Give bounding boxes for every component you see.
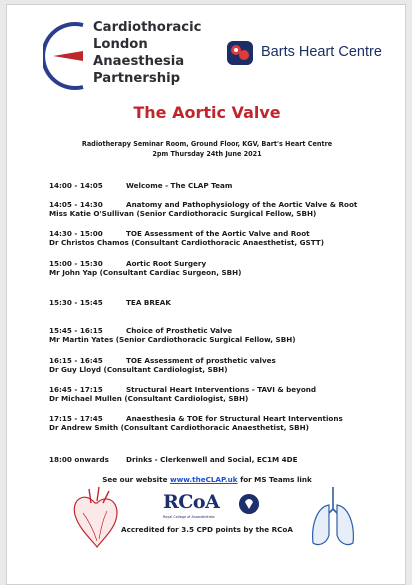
agenda-topic: TEA BREAK bbox=[126, 298, 171, 307]
agenda-topic: Choice of Prosthetic Valve bbox=[126, 326, 233, 335]
agenda-topic: Welcome - The CLAP Team bbox=[126, 181, 233, 190]
agenda-topic: Structural Heart Interventions - TAVI & beyond bbox=[126, 385, 317, 394]
website-prefix: See our website bbox=[102, 475, 170, 484]
agenda-time: 14:30 - 15:00 bbox=[49, 229, 103, 238]
agenda-topic: Anatomy and Pathophysiology of the Aortic Valve & Root bbox=[126, 200, 358, 209]
clap-line: London bbox=[93, 37, 148, 52]
agenda-topic: Aortic Root Surgery bbox=[126, 259, 207, 268]
page-title: The Aortic Valve bbox=[133, 103, 281, 122]
agenda-time: 14:00 - 14:05 bbox=[49, 181, 103, 190]
rcoa-wordmark: RCoA bbox=[163, 491, 220, 513]
agenda-speaker: Miss Katie O'Sullivan (Senior Cardiothoracic Surgical Fellow, SBH) bbox=[49, 209, 317, 218]
clap-wordmark bbox=[93, 19, 201, 87]
agenda-time: 16:15 - 16:45 bbox=[49, 356, 103, 365]
flyer-page bbox=[6, 4, 406, 585]
agenda-time: 14:05 - 14:30 bbox=[49, 200, 103, 209]
lungs-illustration-icon bbox=[305, 483, 361, 553]
clap-logo bbox=[43, 19, 213, 99]
heart-illustration-icon bbox=[67, 483, 123, 553]
clap-line: Anaesthesia bbox=[93, 54, 185, 69]
agenda-time: 15:00 - 15:30 bbox=[49, 259, 103, 268]
agenda-topic: TOE Assessment of the Aortic Valve and Root bbox=[126, 229, 310, 238]
agenda-topic: Drinks - Clerkenwell and Social, EC1M 4DE bbox=[126, 455, 298, 464]
clap-line: Partnership bbox=[93, 71, 181, 86]
barts-logo-icon bbox=[225, 39, 255, 67]
clap-line: Cardiothoracic bbox=[93, 20, 202, 35]
website-suffix: for MS Teams link bbox=[237, 475, 312, 484]
agenda-speaker: Dr Guy Lloyd (Consultant Cardiologist, SBH) bbox=[49, 365, 228, 374]
agenda-speaker: Dr Christos Chamos (Consultant Cardiothoracic Anaesthetist, GSTT) bbox=[49, 238, 324, 247]
accreditation-line: Accredited for 3.5 CPD points by the RCoA bbox=[121, 525, 293, 534]
agenda-speaker: Dr Michael Mullen (Consultant Cardiologist, SBH) bbox=[49, 394, 249, 403]
barts-logo bbox=[225, 39, 391, 67]
website-link[interactable]: www.theCLAP.uk bbox=[169, 475, 238, 484]
rcoa-logo bbox=[157, 491, 277, 527]
agenda-topic: TOE Assessment of prosthetic valves bbox=[126, 356, 276, 365]
agenda-time: 16:45 - 17:15 bbox=[49, 385, 103, 394]
agenda-time: 15:45 - 16:15 bbox=[49, 326, 103, 335]
date-line: 2pm Thursday 24th June 2021 bbox=[152, 149, 262, 158]
agenda-time: 18:00 onwards bbox=[49, 455, 109, 464]
agenda-time: 17:15 - 17:45 bbox=[49, 414, 103, 423]
agenda-speaker: Dr Andrew Smith (Consultant Cardiothoracic Anaesthetist, SBH) bbox=[49, 423, 309, 432]
agenda-time: 15:30 - 15:45 bbox=[49, 298, 103, 307]
rcoa-crest-icon bbox=[239, 494, 259, 514]
agenda-speaker: Mr John Yap (Consultant Cardiac Surgeon, SBH) bbox=[49, 268, 242, 277]
rcoa-subtitle: Royal College of Anaesthetists bbox=[163, 515, 215, 519]
agenda-topic: Anaesthesia & TOE for Structural Heart Interventions bbox=[126, 414, 343, 423]
barts-wordmark: Barts Heart Centre bbox=[261, 44, 382, 60]
agenda-speaker: Mr Martin Yates (Senior Cardiothoracic Surgical Fellow, SBH) bbox=[49, 335, 296, 344]
venue-line: Radiotherapy Seminar Room, Ground Floor, KGV, Bart's Heart Centre bbox=[81, 139, 333, 148]
clap-logo-icon bbox=[43, 19, 89, 93]
